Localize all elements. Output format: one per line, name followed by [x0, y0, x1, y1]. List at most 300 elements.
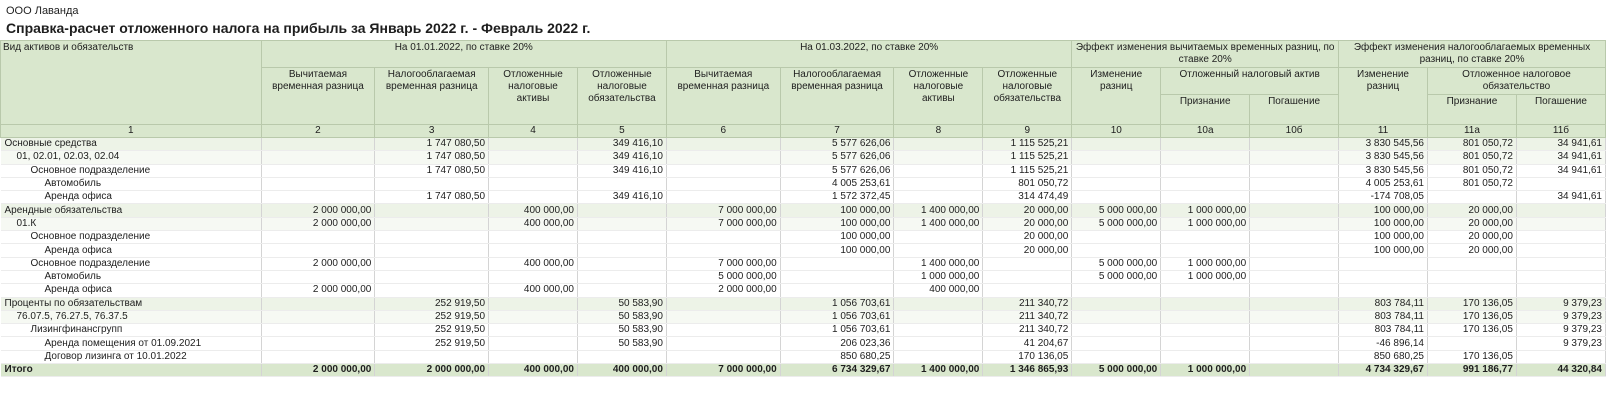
- value-cell[interactable]: [894, 191, 983, 204]
- col-header-10[interactable]: Изменение разниц: [1072, 68, 1161, 125]
- value-cell[interactable]: [780, 270, 894, 283]
- value-cell[interactable]: 2 000 000,00: [261, 204, 375, 217]
- col-header-11-group[interactable]: Отложенное налоговое обязательство: [1427, 68, 1605, 95]
- value-cell[interactable]: [666, 191, 780, 204]
- value-cell[interactable]: [489, 310, 578, 323]
- row-name-cell[interactable]: Итого: [1, 364, 262, 377]
- value-cell[interactable]: 1 056 703,61: [780, 310, 894, 323]
- value-cell[interactable]: 349 416,10: [577, 138, 666, 151]
- value-cell[interactable]: [489, 324, 578, 337]
- value-cell[interactable]: 1 747 080,50: [375, 151, 489, 164]
- value-cell[interactable]: 9 379,23: [1516, 297, 1605, 310]
- value-cell[interactable]: [1250, 337, 1339, 350]
- value-cell[interactable]: 211 340,72: [983, 310, 1072, 323]
- value-cell[interactable]: 801 050,72: [1427, 177, 1516, 190]
- value-cell[interactable]: [894, 138, 983, 151]
- value-cell[interactable]: 349 416,10: [577, 151, 666, 164]
- value-cell[interactable]: [1427, 270, 1516, 283]
- value-cell[interactable]: [489, 297, 578, 310]
- value-cell[interactable]: 1 400 000,00: [894, 217, 983, 230]
- value-cell[interactable]: [261, 164, 375, 177]
- value-cell[interactable]: 20 000,00: [1427, 244, 1516, 257]
- value-cell[interactable]: [375, 177, 489, 190]
- value-cell[interactable]: -46 896,14: [1339, 337, 1428, 350]
- value-cell[interactable]: 1 000 000,00: [1161, 217, 1250, 230]
- value-cell[interactable]: 2 000 000,00: [261, 257, 375, 270]
- value-cell[interactable]: [1072, 138, 1161, 151]
- value-cell[interactable]: [1427, 257, 1516, 270]
- value-cell[interactable]: [489, 231, 578, 244]
- value-cell[interactable]: [1250, 244, 1339, 257]
- value-cell[interactable]: [894, 177, 983, 190]
- value-cell[interactable]: [261, 337, 375, 350]
- value-cell[interactable]: 1 000 000,00: [894, 270, 983, 283]
- row-name-cell[interactable]: Аренда офиса: [1, 284, 262, 297]
- table-row[interactable]: [1, 204, 1606, 217]
- col-header-3[interactable]: Налогооблагаемая временная разница: [375, 68, 489, 125]
- value-cell[interactable]: [1250, 217, 1339, 230]
- col-header-6[interactable]: Вычитаемая временная разница: [666, 68, 780, 125]
- table-row[interactable]: [1, 164, 1606, 177]
- value-cell[interactable]: 1 572 372,45: [780, 191, 894, 204]
- value-cell[interactable]: [1072, 244, 1161, 257]
- row-name-cell[interactable]: 01.К: [1, 217, 262, 230]
- value-cell[interactable]: [666, 177, 780, 190]
- value-cell[interactable]: [489, 138, 578, 151]
- value-cell[interactable]: [1250, 297, 1339, 310]
- value-cell[interactable]: 170 136,05: [1427, 297, 1516, 310]
- table-row[interactable]: [1, 244, 1606, 257]
- value-cell[interactable]: [489, 164, 578, 177]
- value-cell[interactable]: [1250, 177, 1339, 190]
- value-cell[interactable]: 2 000 000,00: [375, 364, 489, 377]
- value-cell[interactable]: 3 830 545,56: [1339, 164, 1428, 177]
- value-cell[interactable]: [261, 191, 375, 204]
- value-cell[interactable]: [1072, 191, 1161, 204]
- col-header-2[interactable]: Вычитаемая временная разница: [261, 68, 375, 125]
- value-cell[interactable]: 7 000 000,00: [666, 204, 780, 217]
- value-cell[interactable]: [375, 231, 489, 244]
- value-cell[interactable]: 1 000 000,00: [1161, 364, 1250, 377]
- value-cell[interactable]: [1250, 231, 1339, 244]
- value-cell[interactable]: [666, 151, 780, 164]
- value-cell[interactable]: 5 000 000,00: [1072, 257, 1161, 270]
- value-cell[interactable]: [1250, 164, 1339, 177]
- value-cell[interactable]: 850 680,25: [780, 350, 894, 363]
- value-cell[interactable]: [1161, 177, 1250, 190]
- value-cell[interactable]: 100 000,00: [1339, 204, 1428, 217]
- value-cell[interactable]: 1 400 000,00: [894, 364, 983, 377]
- col-header-10b[interactable]: Погашение: [1250, 95, 1339, 125]
- col-group-deductible[interactable]: Эффект изменения вычитаемых временных разниц, по ставке 20%: [1072, 41, 1339, 68]
- value-cell[interactable]: 349 416,10: [577, 164, 666, 177]
- value-cell[interactable]: 314 474,49: [983, 191, 1072, 204]
- col-header-11b[interactable]: Погашение: [1516, 95, 1605, 125]
- value-cell[interactable]: [1161, 151, 1250, 164]
- value-cell[interactable]: 34 941,61: [1516, 138, 1605, 151]
- value-cell[interactable]: 6 734 329,67: [780, 364, 894, 377]
- table-row[interactable]: [1, 350, 1606, 363]
- value-cell[interactable]: 3 830 545,56: [1339, 138, 1428, 151]
- value-cell[interactable]: [261, 350, 375, 363]
- row-name-cell[interactable]: Основные средства: [1, 138, 262, 151]
- value-cell[interactable]: [666, 231, 780, 244]
- col-header-7[interactable]: Налогооблагаемая временная разница: [780, 68, 894, 125]
- table-row[interactable]: [1, 151, 1606, 164]
- row-name-cell[interactable]: Основное подразделение: [1, 231, 262, 244]
- value-cell[interactable]: [1072, 297, 1161, 310]
- value-cell[interactable]: 44 320,84: [1516, 364, 1605, 377]
- value-cell[interactable]: 2 000 000,00: [261, 364, 375, 377]
- value-cell[interactable]: 20 000,00: [983, 244, 1072, 257]
- col-header-9[interactable]: Отложенные налоговые обязательства: [983, 68, 1072, 125]
- value-cell[interactable]: 34 941,61: [1516, 191, 1605, 204]
- value-cell[interactable]: [894, 324, 983, 337]
- row-name-cell[interactable]: Основное подразделение: [1, 164, 262, 177]
- value-cell[interactable]: [666, 337, 780, 350]
- value-cell[interactable]: [375, 284, 489, 297]
- row-name-cell[interactable]: Аренда офиса: [1, 244, 262, 257]
- value-cell[interactable]: 34 941,61: [1516, 151, 1605, 164]
- value-cell[interactable]: 20 000,00: [1427, 204, 1516, 217]
- value-cell[interactable]: 5 000 000,00: [1072, 364, 1161, 377]
- value-cell[interactable]: 2 000 000,00: [261, 284, 375, 297]
- value-cell[interactable]: [489, 177, 578, 190]
- value-cell[interactable]: 5 000 000,00: [1072, 217, 1161, 230]
- value-cell[interactable]: [666, 164, 780, 177]
- value-cell[interactable]: [894, 164, 983, 177]
- value-cell[interactable]: [894, 337, 983, 350]
- report-grid[interactable]: [0, 40, 1606, 377]
- col-header-4[interactable]: Отложенные налоговые активы: [489, 68, 578, 125]
- value-cell[interactable]: [1516, 177, 1605, 190]
- value-cell[interactable]: [577, 244, 666, 257]
- value-cell[interactable]: [577, 270, 666, 283]
- value-cell[interactable]: 5 000 000,00: [666, 270, 780, 283]
- value-cell[interactable]: 1 115 525,21: [983, 138, 1072, 151]
- value-cell[interactable]: 850 680,25: [1339, 350, 1428, 363]
- value-cell[interactable]: [983, 257, 1072, 270]
- value-cell[interactable]: 211 340,72: [983, 324, 1072, 337]
- value-cell[interactable]: [780, 257, 894, 270]
- value-cell[interactable]: 801 050,72: [983, 177, 1072, 190]
- value-cell[interactable]: [1516, 231, 1605, 244]
- value-cell[interactable]: 20 000,00: [1427, 217, 1516, 230]
- value-cell[interactable]: [1161, 164, 1250, 177]
- col-header-8[interactable]: Отложенные налоговые активы: [894, 68, 983, 125]
- value-cell[interactable]: [489, 191, 578, 204]
- value-cell[interactable]: 5 577 626,06: [780, 151, 894, 164]
- value-cell[interactable]: 206 023,36: [780, 337, 894, 350]
- value-cell[interactable]: [1072, 231, 1161, 244]
- value-cell[interactable]: [1516, 350, 1605, 363]
- value-cell[interactable]: 801 050,72: [1427, 138, 1516, 151]
- value-cell[interactable]: 20 000,00: [983, 231, 1072, 244]
- value-cell[interactable]: [1516, 204, 1605, 217]
- value-cell[interactable]: 170 136,05: [1427, 324, 1516, 337]
- value-cell[interactable]: [1250, 350, 1339, 363]
- value-cell[interactable]: [1161, 337, 1250, 350]
- table-row[interactable]: [1, 231, 1606, 244]
- value-cell[interactable]: [1516, 284, 1605, 297]
- value-cell[interactable]: [1161, 191, 1250, 204]
- value-cell[interactable]: [375, 270, 489, 283]
- value-cell[interactable]: 5 577 626,06: [780, 138, 894, 151]
- value-cell[interactable]: [375, 204, 489, 217]
- value-cell[interactable]: [375, 217, 489, 230]
- value-cell[interactable]: [1250, 257, 1339, 270]
- col-header-5[interactable]: Отложенные налоговые обязательства: [577, 68, 666, 125]
- value-cell[interactable]: [489, 244, 578, 257]
- value-cell[interactable]: [1161, 324, 1250, 337]
- value-cell[interactable]: 400 000,00: [489, 217, 578, 230]
- value-cell[interactable]: 803 784,11: [1339, 310, 1428, 323]
- value-cell[interactable]: 9 379,23: [1516, 337, 1605, 350]
- value-cell[interactable]: [375, 244, 489, 257]
- value-cell[interactable]: 1 000 000,00: [1161, 270, 1250, 283]
- value-cell[interactable]: [894, 297, 983, 310]
- value-cell[interactable]: [577, 231, 666, 244]
- value-cell[interactable]: [375, 257, 489, 270]
- value-cell[interactable]: [1072, 310, 1161, 323]
- value-cell[interactable]: [1161, 310, 1250, 323]
- row-name-cell[interactable]: Договор лизинга от 10.01.2022: [1, 350, 262, 363]
- value-cell[interactable]: 9 379,23: [1516, 324, 1605, 337]
- value-cell[interactable]: [375, 350, 489, 363]
- row-name-cell[interactable]: Аренда помещения от 01.09.2021: [1, 337, 262, 350]
- col-header-name[interactable]: Вид активов и обязательств: [1, 41, 262, 125]
- table-row[interactable]: [1, 337, 1606, 350]
- value-cell[interactable]: [894, 244, 983, 257]
- value-cell[interactable]: 100 000,00: [780, 244, 894, 257]
- value-cell[interactable]: 7 000 000,00: [666, 217, 780, 230]
- table-row[interactable]: [1, 217, 1606, 230]
- value-cell[interactable]: 20 000,00: [1427, 231, 1516, 244]
- value-cell[interactable]: [261, 324, 375, 337]
- value-cell[interactable]: [1250, 310, 1339, 323]
- value-cell[interactable]: [261, 231, 375, 244]
- value-cell[interactable]: 50 583,90: [577, 337, 666, 350]
- value-cell[interactable]: 100 000,00: [1339, 231, 1428, 244]
- value-cell[interactable]: 34 941,61: [1516, 164, 1605, 177]
- value-cell[interactable]: [1250, 151, 1339, 164]
- value-cell[interactable]: [489, 151, 578, 164]
- value-cell[interactable]: 211 340,72: [983, 297, 1072, 310]
- col-header-11[interactable]: Изменение разниц: [1339, 68, 1428, 125]
- value-cell[interactable]: 400 000,00: [489, 204, 578, 217]
- value-cell[interactable]: 9 379,23: [1516, 310, 1605, 323]
- value-cell[interactable]: 170 136,05: [1427, 350, 1516, 363]
- value-cell[interactable]: 100 000,00: [780, 217, 894, 230]
- value-cell[interactable]: 170 136,05: [1427, 310, 1516, 323]
- table-row[interactable]: [1, 177, 1606, 190]
- value-cell[interactable]: [1339, 270, 1428, 283]
- value-cell[interactable]: [1161, 244, 1250, 257]
- value-cell[interactable]: [666, 138, 780, 151]
- value-cell[interactable]: 1 400 000,00: [894, 257, 983, 270]
- value-cell[interactable]: 100 000,00: [1339, 244, 1428, 257]
- value-cell[interactable]: [1250, 324, 1339, 337]
- value-cell[interactable]: [1072, 350, 1161, 363]
- value-cell[interactable]: 400 000,00: [489, 364, 578, 377]
- value-cell[interactable]: 1 400 000,00: [894, 204, 983, 217]
- value-cell[interactable]: [1072, 284, 1161, 297]
- table-row[interactable]: [1, 297, 1606, 310]
- value-cell[interactable]: -174 708,05: [1339, 191, 1428, 204]
- value-cell[interactable]: 400 000,00: [489, 284, 578, 297]
- value-cell[interactable]: [1339, 257, 1428, 270]
- value-cell[interactable]: [261, 138, 375, 151]
- value-cell[interactable]: [1339, 284, 1428, 297]
- value-cell[interactable]: [1072, 337, 1161, 350]
- value-cell[interactable]: [1250, 364, 1339, 377]
- value-cell[interactable]: 252 919,50: [375, 337, 489, 350]
- value-cell[interactable]: [1250, 191, 1339, 204]
- value-cell[interactable]: [666, 297, 780, 310]
- value-cell[interactable]: 803 784,11: [1339, 324, 1428, 337]
- row-name-cell[interactable]: 76.07.5, 76.27.5, 76.37.5: [1, 310, 262, 323]
- table-row[interactable]: [1, 138, 1606, 151]
- value-cell[interactable]: [666, 310, 780, 323]
- value-cell[interactable]: [983, 284, 1072, 297]
- value-cell[interactable]: [577, 350, 666, 363]
- table-row[interactable]: [1, 191, 1606, 204]
- value-cell[interactable]: 1 115 525,21: [983, 164, 1072, 177]
- value-cell[interactable]: 100 000,00: [780, 204, 894, 217]
- value-cell[interactable]: 4 734 329,67: [1339, 364, 1428, 377]
- value-cell[interactable]: [1427, 284, 1516, 297]
- row-name-cell[interactable]: 01, 02.01, 02.03, 02.04: [1, 151, 262, 164]
- value-cell[interactable]: [489, 337, 578, 350]
- col-group-jan[interactable]: На 01.01.2022, по ставке 20%: [261, 41, 666, 68]
- value-cell[interactable]: [1250, 204, 1339, 217]
- value-cell[interactable]: 1 056 703,61: [780, 324, 894, 337]
- col-header-10-group[interactable]: Отложенный налоговый актив: [1161, 68, 1339, 95]
- value-cell[interactable]: 41 204,67: [983, 337, 1072, 350]
- value-cell[interactable]: [666, 324, 780, 337]
- value-cell[interactable]: 1 000 000,00: [1161, 204, 1250, 217]
- value-cell[interactable]: 50 583,90: [577, 310, 666, 323]
- value-cell[interactable]: [666, 244, 780, 257]
- value-cell[interactable]: [1516, 217, 1605, 230]
- row-name-cell[interactable]: Проценты по обязательствам: [1, 297, 262, 310]
- value-cell[interactable]: 100 000,00: [780, 231, 894, 244]
- value-cell[interactable]: [1516, 270, 1605, 283]
- value-cell[interactable]: 3 830 545,56: [1339, 151, 1428, 164]
- value-cell[interactable]: 7 000 000,00: [666, 364, 780, 377]
- value-cell[interactable]: 170 136,05: [983, 350, 1072, 363]
- value-cell[interactable]: [489, 270, 578, 283]
- row-name-cell[interactable]: Аренда офиса: [1, 191, 262, 204]
- value-cell[interactable]: 1 747 080,50: [375, 191, 489, 204]
- value-cell[interactable]: 5 000 000,00: [1072, 270, 1161, 283]
- value-cell[interactable]: [1161, 350, 1250, 363]
- value-cell[interactable]: 4 005 253,61: [780, 177, 894, 190]
- table-row[interactable]: [1, 310, 1606, 323]
- value-cell[interactable]: [1161, 297, 1250, 310]
- value-cell[interactable]: [577, 284, 666, 297]
- value-cell[interactable]: [894, 310, 983, 323]
- value-cell[interactable]: 991 186,77: [1427, 364, 1516, 377]
- value-cell[interactable]: 7 000 000,00: [666, 257, 780, 270]
- value-cell[interactable]: 20 000,00: [983, 217, 1072, 230]
- value-cell[interactable]: [1250, 284, 1339, 297]
- value-cell[interactable]: [577, 257, 666, 270]
- value-cell[interactable]: [894, 151, 983, 164]
- value-cell[interactable]: 349 416,10: [577, 191, 666, 204]
- value-cell[interactable]: 1 747 080,50: [375, 138, 489, 151]
- value-cell[interactable]: [1427, 191, 1516, 204]
- value-cell[interactable]: [1072, 324, 1161, 337]
- value-cell[interactable]: [1072, 151, 1161, 164]
- value-cell[interactable]: 1 115 525,21: [983, 151, 1072, 164]
- value-cell[interactable]: [1161, 284, 1250, 297]
- value-cell[interactable]: 4 005 253,61: [1339, 177, 1428, 190]
- value-cell[interactable]: [261, 297, 375, 310]
- value-cell[interactable]: [261, 310, 375, 323]
- col-header-11a[interactable]: Признание: [1427, 95, 1516, 125]
- value-cell[interactable]: 100 000,00: [1339, 217, 1428, 230]
- value-cell[interactable]: [577, 177, 666, 190]
- value-cell[interactable]: 2 000 000,00: [261, 217, 375, 230]
- value-cell[interactable]: 252 919,50: [375, 310, 489, 323]
- value-cell[interactable]: [261, 151, 375, 164]
- value-cell[interactable]: 50 583,90: [577, 324, 666, 337]
- value-cell[interactable]: 1 056 703,61: [780, 297, 894, 310]
- row-name-cell[interactable]: Арендные обязательства: [1, 204, 262, 217]
- value-cell[interactable]: 1 346 865,93: [983, 364, 1072, 377]
- col-header-10a[interactable]: Признание: [1161, 95, 1250, 125]
- value-cell[interactable]: 5 000 000,00: [1072, 204, 1161, 217]
- col-group-mar[interactable]: На 01.03.2022, по ставке 20%: [666, 41, 1071, 68]
- value-cell[interactable]: [1250, 138, 1339, 151]
- value-cell[interactable]: [1516, 244, 1605, 257]
- value-cell[interactable]: 5 577 626,06: [780, 164, 894, 177]
- value-cell[interactable]: [577, 204, 666, 217]
- value-cell[interactable]: 1 747 080,50: [375, 164, 489, 177]
- value-cell[interactable]: [261, 177, 375, 190]
- value-cell[interactable]: [1161, 231, 1250, 244]
- value-cell[interactable]: [983, 270, 1072, 283]
- value-cell[interactable]: 50 583,90: [577, 297, 666, 310]
- value-cell[interactable]: 1 000 000,00: [1161, 257, 1250, 270]
- value-cell[interactable]: 400 000,00: [489, 257, 578, 270]
- value-cell[interactable]: [894, 350, 983, 363]
- value-cell[interactable]: [261, 244, 375, 257]
- value-cell[interactable]: [666, 350, 780, 363]
- row-name-cell[interactable]: Автомобиль: [1, 270, 262, 283]
- value-cell[interactable]: [894, 231, 983, 244]
- value-cell[interactable]: 20 000,00: [983, 204, 1072, 217]
- value-cell[interactable]: [261, 270, 375, 283]
- value-cell[interactable]: 803 784,11: [1339, 297, 1428, 310]
- value-cell[interactable]: [1161, 138, 1250, 151]
- table-row[interactable]: [1, 270, 1606, 283]
- value-cell[interactable]: 400 000,00: [577, 364, 666, 377]
- value-cell[interactable]: [1427, 337, 1516, 350]
- value-cell[interactable]: 801 050,72: [1427, 151, 1516, 164]
- table-row[interactable]: [1, 364, 1606, 377]
- value-cell[interactable]: 2 000 000,00: [666, 284, 780, 297]
- value-cell[interactable]: [1250, 270, 1339, 283]
- value-cell[interactable]: [1072, 177, 1161, 190]
- value-cell[interactable]: [1072, 164, 1161, 177]
- value-cell[interactable]: 400 000,00: [894, 284, 983, 297]
- row-name-cell[interactable]: Автомобиль: [1, 177, 262, 190]
- table-row[interactable]: [1, 324, 1606, 337]
- value-cell[interactable]: [780, 284, 894, 297]
- col-group-taxable[interactable]: Эффект изменения налогооблагаемых временных разниц, по ставке 20%: [1339, 41, 1606, 68]
